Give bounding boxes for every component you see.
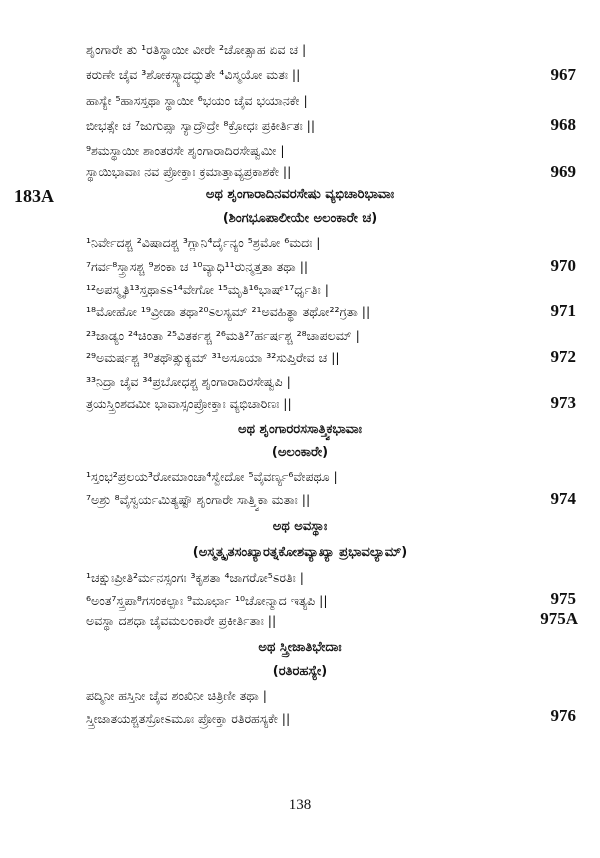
verse-number: 969 — [550, 162, 576, 181]
verse-number: 972 — [550, 347, 576, 366]
verse-line: ಅವಸ್ಥಾ ದಶಧಾ ಚೈವಮಲಂಕಾರೇ ಪ್ರಕೀರ್ತಿತಾಃ || — [86, 613, 277, 628]
verse-line: ¹ಚಕ್ಷುಃಪ್ರೀತಿ²ರ್ಮನಸ್ಸಂಗಃ ³ಕೃಶತಾ ⁴ಜಾಗರೋ⁵ಽರತಿಃ | — [86, 570, 304, 585]
verse-line: ⁷ಗರ್ವ⁸ಸ್ತ್ರಾಸಶ್ಚ ⁹ಶಂಕಾ ಚ ¹⁰ವ್ಯಾಧಿ¹¹ರುನ್ಮತ್ತತಾ ತಥಾ || — [86, 259, 309, 274]
verse-number: 976 — [550, 706, 576, 725]
verse-line: ⁶ಅಂತ⁷ಸ್ತ್ರಪಾ⁸ಗಸಂಕಲ್ಪಾಃ ⁹ಮೂರ್ಛಾ ¹⁰ಚೋನ್ಮಾದ ಇತ್ಯಪಿ || — [86, 593, 328, 608]
section-heading: ಅಥ ಶೃಂಗಾರರಸಸಾತ್ತ್ವಿಕಭಾವಾಃ — [238, 422, 362, 437]
verse-line: ⁷ಅಶ್ರು ⁸ವೈಸ್ವರ್ಯಮಿತ್ಯಷ್ಟೌ ಶೃಂಗಾರೇ ಸಾತ್ತ್ವಿಕಾ ಮತಾಃ || — [86, 492, 311, 507]
verse-number: 975 — [550, 589, 576, 608]
verse-line: ಪದ್ಮಿನೀ ಹಸ್ತಿನೀ ಚೈವ ಶಂಖಿನೀ ಚಿತ್ರಿಣೀ ತಥಾ | — [86, 688, 267, 703]
section-subheading: (ಅಲಂಕಾರೇ) — [271, 445, 329, 460]
verse-line: ¹⁸ಮೋಹೋ ¹⁹ವ್ರೀಡಾ ತಥಾ²⁰ಽಲಸ್ಯಮ್ ²¹ಅವಹಿತ್ಥಾ ತಥೋ²²ಗ್ರತಾ || — [86, 304, 371, 319]
section-heading: ಅಥ ಸ್ತ್ರೀಜಾತಿಭೇದಾಃ — [258, 640, 342, 655]
verse-number: 967 — [550, 65, 576, 84]
verse-line: ಬೀಭತ್ಸೇ ಚ ⁷ಜುಗುಪ್ಸಾ ಸ್ಯಾದ್ರೌದ್ರೇ ⁸ಕ್ರೋಧಃ ಪ್ರಕೀರ್ತಿತಃ || — [86, 118, 316, 133]
verse-line: ಸ್ಥಾಯಿಭಾವಾಃ ನವ ಪ್ರೋಕ್ತಾಃ ಕ್ರಮಾತ್ತಾವ್ಯಪ್ರಕಾಶಕೇ || — [86, 164, 292, 179]
verse-line: ¹ನಿರ್ವೇದಶ್ಚ ²ವಿಷಾದಶ್ಚ ³ಗ್ಲಾನಿ⁴ರ್ದೈನ್ಯಂ ⁵ಶ್ರಮೋ ⁶ಮದಃ | — [86, 235, 321, 250]
verse-line: ತ್ರಯಸ್ತ್ರಿಂಶದಮೀ ಭಾವಾಸ್ಸಂಪ್ರೋಕ್ತಾಃ ವ್ಯಭಿಚಾರಿಣಃ || — [86, 396, 292, 411]
verse-line: ⁹ಶಮಸ್ಥಾಯೀ ಶಾಂತರಸೇ ಶೃಂಗಾರಾದಿರಸೇಷ್ವಮೀ | — [86, 143, 285, 158]
section-subheading: (ಶಿಂಗಭೂಪಾಲೀಯೇ ಅಲಂಕಾರೇ ಚ) — [222, 211, 378, 226]
verse-line: ಶೃಂಗಾರೇ ತು ¹ರತಿಸ್ಥಾಯೀ ವೀರೇ ²ಚೋತ್ಸಾಹ ಏವ ಚ | — [86, 42, 307, 57]
verse-line: ಕರುಣೇ ಚೈವ ³ಶೋಕಸ್ಸ್ಯಾದದ್ಭುತೇ ⁴ವಿಸ್ಮಯೋ ಮತಃ || — [86, 67, 301, 82]
verse-number: 973 — [550, 393, 576, 412]
verse-number: 971 — [550, 301, 576, 320]
verse-number: 970 — [550, 256, 576, 275]
verse-number: 975A — [540, 609, 578, 628]
section-heading: ಅಥ ಅವಸ್ಥಾಃ — [272, 519, 328, 534]
verse-line: ²⁹ಅಮರ್ಷಶ್ಚ ³⁰ತಥೌತ್ಸುಕ್ಯಮ್ ³¹ಅಸೂಯಾ ³²ಸುಪ್ತಿರೇವ ಚ || — [86, 350, 340, 365]
verse-line: ¹²ಅಪಸ್ಮೃತಿ¹³ಸ್ತಥಾಽಽ¹⁴ವೇಗೋ ¹⁵ಮೃತಿ¹⁶ಭಾಷ್¹⁷ರ್ಧೃತಿಃ | — [86, 282, 329, 297]
verse-line: ¹ಸ್ತಂಭ²ಪ್ರಲಯ³ರೋಮಾಂಚಾ⁴ಸ್ವೇದೋ ⁵ವೈವರ್ಣ್ಯ⁶ವೇಪಥೂ | — [86, 469, 338, 484]
section-heading: ಅಥ ಶೃಂಗಾರಾದಿನವರಸೇಷು ವ್ಯಭಿಚಾರಿಭಾವಾಃ — [205, 187, 395, 202]
verse-line: ²³ಜಾಡ್ಯಂ ²⁴ಚಿಂತಾ ²⁵ವಿತರ್ಕಶ್ಚ ²⁶ಮತಿ²⁷ರ್ಹರ್ಷಶ್ಚ ²⁸ಚಾಪಲಮ್ | — [86, 328, 360, 343]
verse-line: ³³ನಿದ್ರಾ ಚೈವ ³⁴ಪ್ರಬೋಧಶ್ಚ ಶೃಂಗಾರಾದಿರಸೇಷ್ವಪಿ | — [86, 374, 291, 389]
verse-line: ಸ್ತ್ರೀಜಾತಯಶ್ಚತಸ್ರೋಽಮೂಃ ಪ್ರೋಕ್ತಾ ರತಿರಹಸ್ಯಕೇ || — [86, 711, 291, 726]
verse-number: 974 — [550, 489, 576, 508]
page-number: 138 — [288, 797, 312, 813]
section-subheading: (ಅಸ್ಮತ್ಕೃತಸಂಖ್ಯಾರತ್ನಕೋಶವ್ಯಾಖ್ಯಾ ಪ್ರಭಾವಲ್ಯಾಮ್) — [192, 545, 408, 560]
verse-line: ಹಾಸ್ಯೇ ⁵ಹಾಸಸ್ತಥಾ ಸ್ಥಾಯೀ ⁶ಭಯಂ ಚೈವ ಭಯಾನಕೇ | — [86, 93, 308, 108]
side-reference-label: 183A — [14, 186, 54, 206]
verse-number: 968 — [550, 115, 576, 134]
section-subheading: (ರತಿರಹಸ್ಯೇ) — [272, 664, 328, 679]
